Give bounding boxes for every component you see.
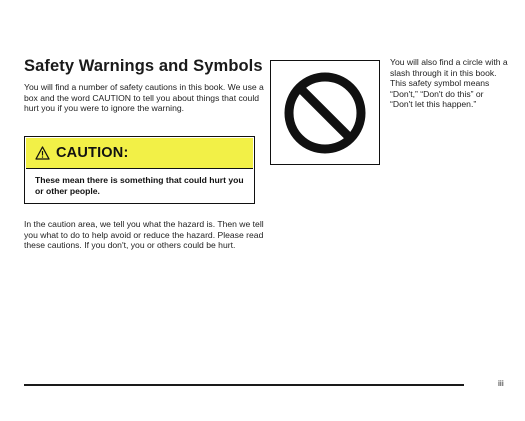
caution-banner [26, 138, 253, 169]
caution-label: CAUTION: [56, 145, 129, 161]
caution-box [24, 136, 255, 204]
caution-area-paragraph: In the caution area, we tell you what the hazard is. Then we tell you what to do to help avoid or reduce the hazard. Please read these cautions. If you don't, you or others could be hurt. [24, 219, 264, 251]
footer-rule [24, 384, 464, 386]
prohibition-circle-icon [279, 68, 371, 158]
intro-paragraph: You will find a number of safety cautions in this book. We use a box and the word CAUTION to tell you about things that could hurt you if you were to ignore the warning. [24, 82, 264, 114]
page-number: iii [498, 378, 504, 388]
symbol-box [270, 60, 380, 165]
warning-triangle-icon [35, 146, 50, 160]
symbol-explanation: You will also find a circle with a slash through it in this book. This safety symbol means “Don't,” “Don't do this” or “Don't let this happen.” [390, 57, 508, 110]
caution-message: These mean there is something that could hurt you or other people. [35, 175, 244, 196]
page-title: Safety Warnings and Symbols [24, 57, 263, 75]
